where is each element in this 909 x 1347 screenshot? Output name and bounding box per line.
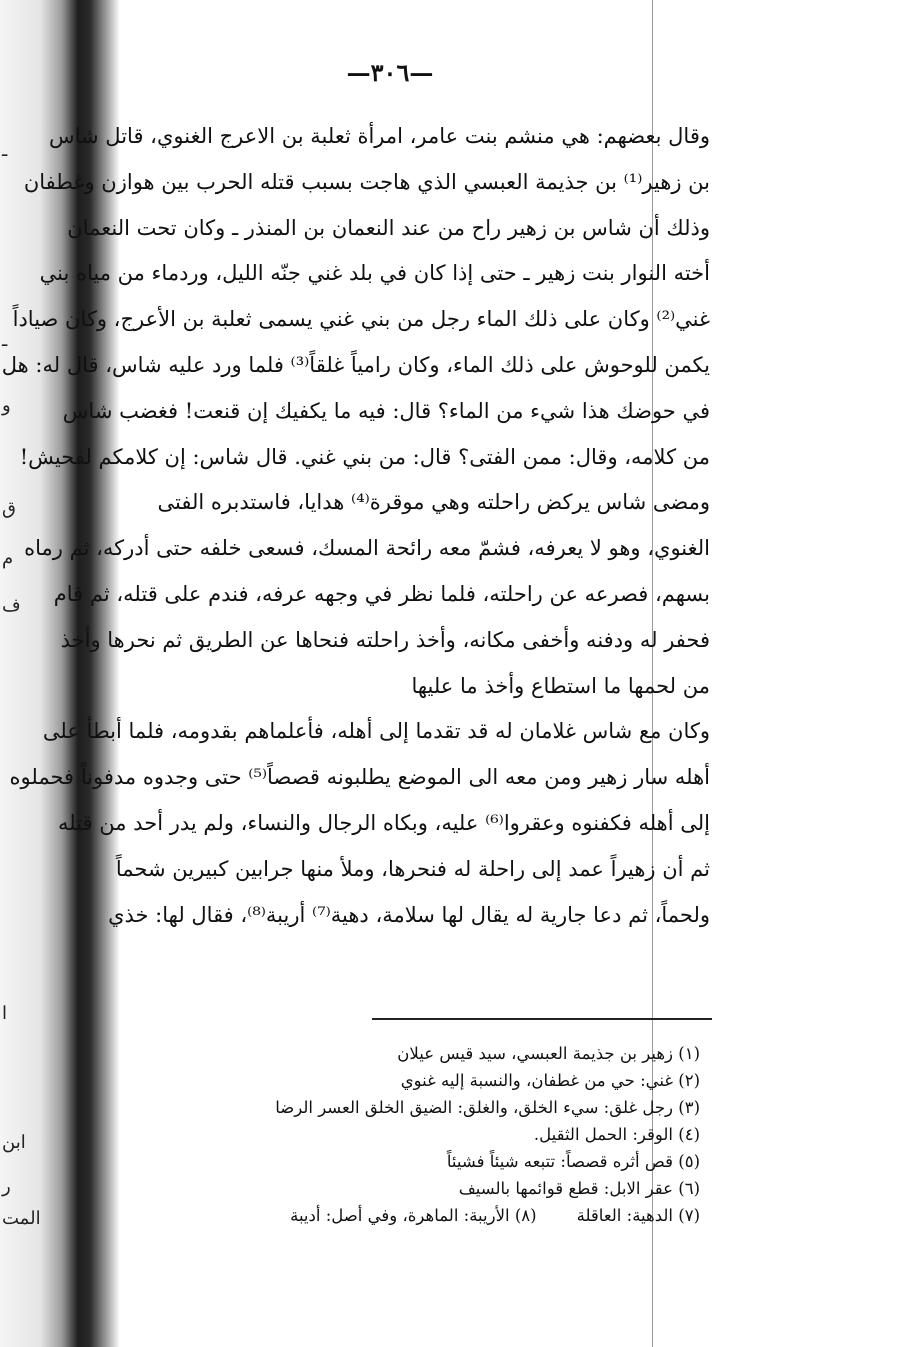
footnote-pair	[150, 1202, 700, 1229]
left-edge-char: ـ	[2, 140, 8, 161]
text-line: بسهم، فصرعه عن راحلته، فلما نظر في وجهه عرفه، فندم على قتله، ثم قام	[53, 581, 710, 606]
text-line: الغنوي، وهو لا يعرفه، فشمّ معه رائحة المسك، فسعى خلفه حتى أدركه، ثم رماه	[24, 536, 710, 561]
footnote: (٥) قص أثره قصصاً: تتبعه شيئاً فشيئاً	[446, 1152, 700, 1171]
page-number: —٣٠٦—	[346, 58, 434, 87]
text-line: في حوضك هذا شيء من الماء؟ قال: فيه ما يكفيك إن قنعت! فغضب شاس	[62, 398, 710, 423]
text-line: ولحماً، ثم دعا جارية له يقال لها سلامة، دهية⁽⁷⁾ أريبة⁽⁸⁾، فقال لها: خذي	[108, 902, 710, 927]
left-edge-char: ف	[2, 595, 21, 616]
footnote: (٣) رجل غلق: سيء الخلق، والغلق: الضيق الخلق العسر الرضا	[275, 1098, 700, 1117]
footnote: (٦) عقر الابل: قطع قوائمها بالسيف	[458, 1179, 700, 1198]
left-edge-char: ر	[2, 1176, 11, 1197]
text-line: غني⁽²⁾ وكان على ذلك الماء رجل من بني غني يسمى ثعلبة بن الأعرج، وكان صياداً	[12, 307, 710, 332]
text-line: بن زهير⁽¹⁾ بن جذيمة العبسي الذي هاجت بسبب قتله الحرب بين هوازن وغطفان	[23, 169, 710, 194]
left-edge-char: ابن	[2, 1132, 26, 1153]
text-line: يكمن للوحوش على ذلك الماء، وكان رامياً غلقاً⁽³⁾ فلما ورد عليه شاس، قال له: هل	[1, 352, 710, 377]
text-line: وذلك أن شاس بن زهير راح من عند النعمان بن المنذر ـ وكان تحت النعمان	[67, 215, 710, 240]
text-line: ثم أن زهيراً عمد إلى راحلة له فنحرها، وملأ منها جرابين كبيرين شحماً	[115, 856, 710, 881]
left-edge-char: المت	[2, 1208, 41, 1229]
text-line: ومضى شاس يركض راحلته وهي موقرة⁽⁴⁾ هدايا، فاستدبره الفتى	[157, 490, 710, 515]
text-line: من كلامه، وقال: ممن الفتى؟ قال: من بني غني. قال شاس: إن كلامكم لفحيش!	[19, 444, 710, 469]
left-edge-char: ق	[2, 498, 16, 519]
text-line: أهله سار زهير ومن معه الى الموضع يطلبونه قصصاً⁽⁵⁾ حتى وجدوه مدفوناً فحملوه	[9, 765, 710, 790]
text-line: أخته النوار بنت زهير ـ حتى إذا كان في بلد غني جنّه الليل، وردماء من مياه بني	[39, 261, 710, 286]
footnote: (٢) غني: حي من غطفان، والنسبة إليه غنوي	[400, 1071, 700, 1090]
text-line: من لحمها ما استطاع وأخذ ما عليها	[411, 673, 710, 698]
left-edge-char: و	[2, 395, 11, 416]
footnote: (٤) الوقر: الحمل الثقيل.	[533, 1125, 700, 1144]
footnote-separator	[372, 1018, 712, 1020]
text-line: وكان مع شاس غلامان له قد تقدما إلى أهله، فأعلماهم بقدومه، فلما أبطأ على	[42, 719, 710, 744]
text-line: إلى أهله فكفنوه وعقروا⁽⁶⁾ عليه، وبكاه الرجال والنساء، ولم يدر أحد من قتله	[58, 810, 710, 835]
left-edge-char: ا	[2, 1003, 8, 1024]
footnote: (١) زهير بن جذيمة العبسي، سيد قيس عيلان	[397, 1044, 700, 1063]
left-edge-char: م	[2, 548, 14, 569]
footnote: (٧) الدهية: العاقلة	[576, 1206, 700, 1225]
footnote: (٨) الأريبة: الماهرة، وفي أصل: أديبة	[290, 1206, 537, 1225]
left-edge-char: ـ	[2, 330, 8, 351]
text-line: وقال بعضهم: هي منشم بنت عامر، امرأة ثعلبة بن الاعرج الغنوي، قاتل شاس	[49, 124, 710, 148]
main-text	[1, 114, 710, 938]
footnotes	[150, 1040, 700, 1229]
text-line: فحفر له ودفنه وأخفى مكانه، وأخذ راحلته فنحاها عن الطريق ثم نحرها وأخذ	[60, 627, 710, 652]
